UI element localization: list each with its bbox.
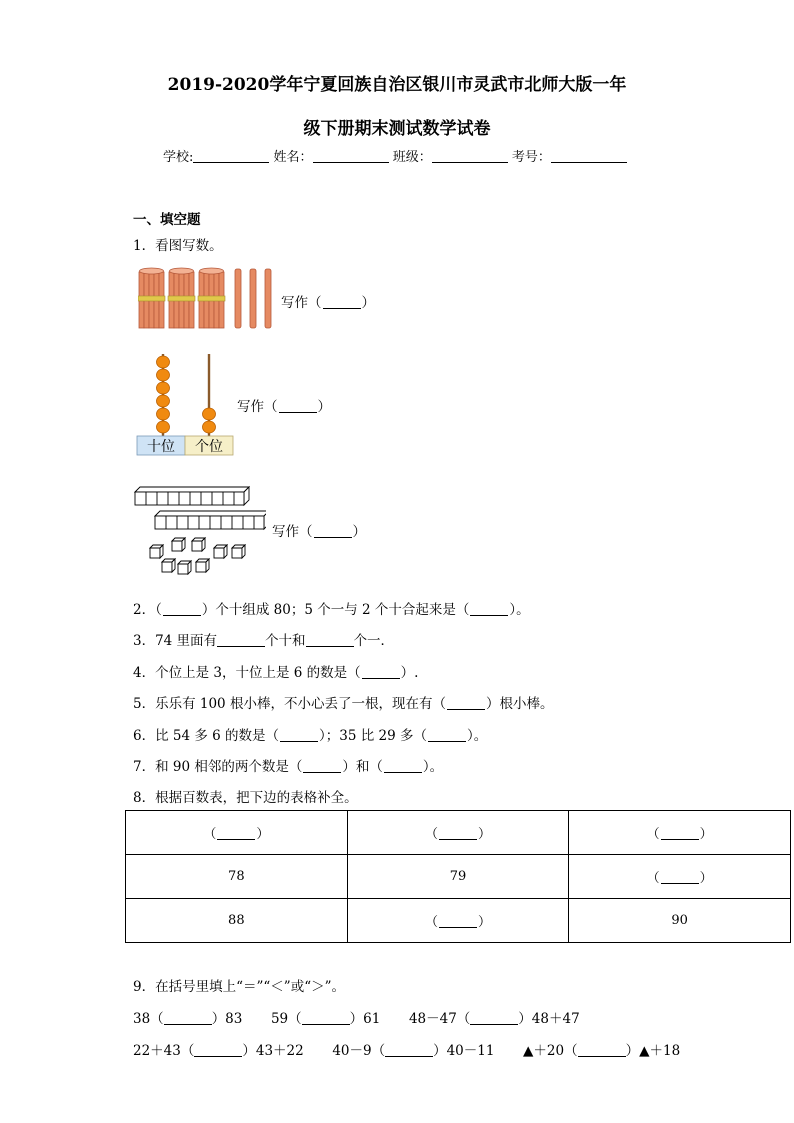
sticks-figure (138, 266, 278, 330)
answer-blank[interactable] (384, 760, 422, 773)
table-cell[interactable]: （ ） (126, 811, 348, 855)
table-cell: 78 (126, 855, 348, 899)
answer-blank[interactable] (439, 915, 477, 928)
answer-blank[interactable] (302, 1012, 350, 1025)
school-field[interactable] (193, 149, 269, 163)
section-title: 一、填空题 (133, 212, 201, 228)
comparison-item: 59（ ）61 (270, 1011, 381, 1027)
name-field[interactable] (313, 149, 389, 163)
comparison-item: 40－9（ ）40－11 (332, 1043, 495, 1059)
answer-blank[interactable] (362, 666, 400, 679)
hundred-chart-table (125, 810, 791, 943)
answer-blank[interactable] (447, 697, 485, 710)
single-stick (235, 269, 241, 328)
abacus-ones-label: 个位 (195, 439, 223, 455)
class-label: 班级： (392, 150, 432, 165)
question-2: 2．（ ）个十组成 80；5 个一与 2 个十合起来是（ ）。 (133, 602, 530, 618)
comparison-item: ▲＋20（ ）▲＋18 (523, 1043, 681, 1059)
unit-cubes (150, 538, 245, 574)
single-stick (265, 269, 271, 328)
question-4: 4．个位上是 3，十位上是 6 的数是（ ）. (133, 665, 419, 681)
exam-no-field[interactable] (551, 149, 627, 163)
title-line-1: 2019-2020学年宁夏回族自治区银川市灵武市北师大版一年 (167, 75, 627, 95)
answer-blank[interactable] (306, 634, 354, 647)
answer-blank[interactable] (217, 827, 255, 840)
abacus-tens-label: 十位 (147, 439, 175, 455)
answer-blank[interactable] (217, 634, 265, 647)
ten-rod (155, 511, 266, 529)
school-label: 学校: (163, 150, 194, 165)
table-row (126, 899, 791, 943)
stick-bundle (168, 268, 195, 328)
question-5: 5．乐乐有 100 根小棒，不小心丢了一根，现在有（ ）根小棒。 (133, 696, 554, 712)
answer-blank[interactable] (439, 827, 477, 840)
ten-rod (135, 487, 249, 505)
answer-blank[interactable] (194, 1044, 242, 1057)
title-line-2: 级下册期末测试数学试卷 (303, 119, 491, 139)
comparison-item: 38（ ）83 (133, 1011, 243, 1027)
answer-blank[interactable] (163, 603, 201, 616)
q9-row-2 (133, 1039, 680, 1059)
stick-bundle (198, 268, 225, 328)
name-label: 姓名： (273, 150, 313, 165)
answer-blank[interactable] (323, 296, 361, 309)
stick-bundle (138, 268, 165, 328)
comparison-item: 22＋43（ ）43＋22 (133, 1043, 304, 1059)
q9-row-1 (133, 1007, 580, 1027)
answer-blank[interactable] (280, 729, 318, 742)
table-cell[interactable]: （ ） (347, 811, 569, 855)
comparison-item: 48－47（ ）48＋47 (408, 1011, 580, 1027)
table-cell[interactable]: （ ） (569, 811, 791, 855)
q1-write-abacus: 写作（ ） (237, 399, 331, 415)
question-8: 8．根据百数表，把下边的表格补全。 (133, 790, 358, 806)
question-9: 9．在括号里填上“＝”“＜”或“＞”。 (133, 979, 345, 995)
q1-prompt: 1．看图写数。 (133, 238, 223, 254)
question-3: 3．74 里面有 个十和 个一． (133, 633, 395, 649)
class-field[interactable] (432, 149, 508, 163)
answer-blank[interactable] (470, 1012, 518, 1025)
answer-blank[interactable] (303, 760, 341, 773)
answer-blank[interactable] (661, 871, 699, 884)
table-cell: 79 (347, 855, 569, 899)
q1-write-sticks: 写作（ ） (281, 295, 375, 311)
table-row (126, 855, 791, 899)
blocks-figure (134, 484, 266, 578)
answer-blank[interactable] (470, 603, 508, 616)
answer-blank[interactable] (428, 729, 466, 742)
table-cell: 88 (126, 899, 348, 943)
single-stick (250, 269, 256, 328)
answer-blank[interactable] (314, 525, 352, 538)
answer-blank[interactable] (385, 1044, 433, 1057)
question-7: 7．和 90 相邻的两个数是（ ）和（ ）。 (133, 759, 444, 775)
student-info (163, 146, 627, 165)
q1-write-blocks: 写作（ ） (272, 524, 366, 540)
question-6: 6．比 54 多 6 的数是（ ）；35 比 29 多（ ）。 (133, 728, 488, 744)
answer-blank[interactable] (661, 827, 699, 840)
table-cell: 90 (569, 899, 791, 943)
table-cell[interactable]: （ ） (569, 855, 791, 899)
table-row (126, 811, 791, 855)
exam-no-label: 考号： (511, 150, 551, 165)
answer-blank[interactable] (164, 1012, 212, 1025)
table-cell[interactable]: （ ） (347, 899, 569, 943)
answer-blank[interactable] (578, 1044, 626, 1057)
answer-blank[interactable] (279, 400, 317, 413)
